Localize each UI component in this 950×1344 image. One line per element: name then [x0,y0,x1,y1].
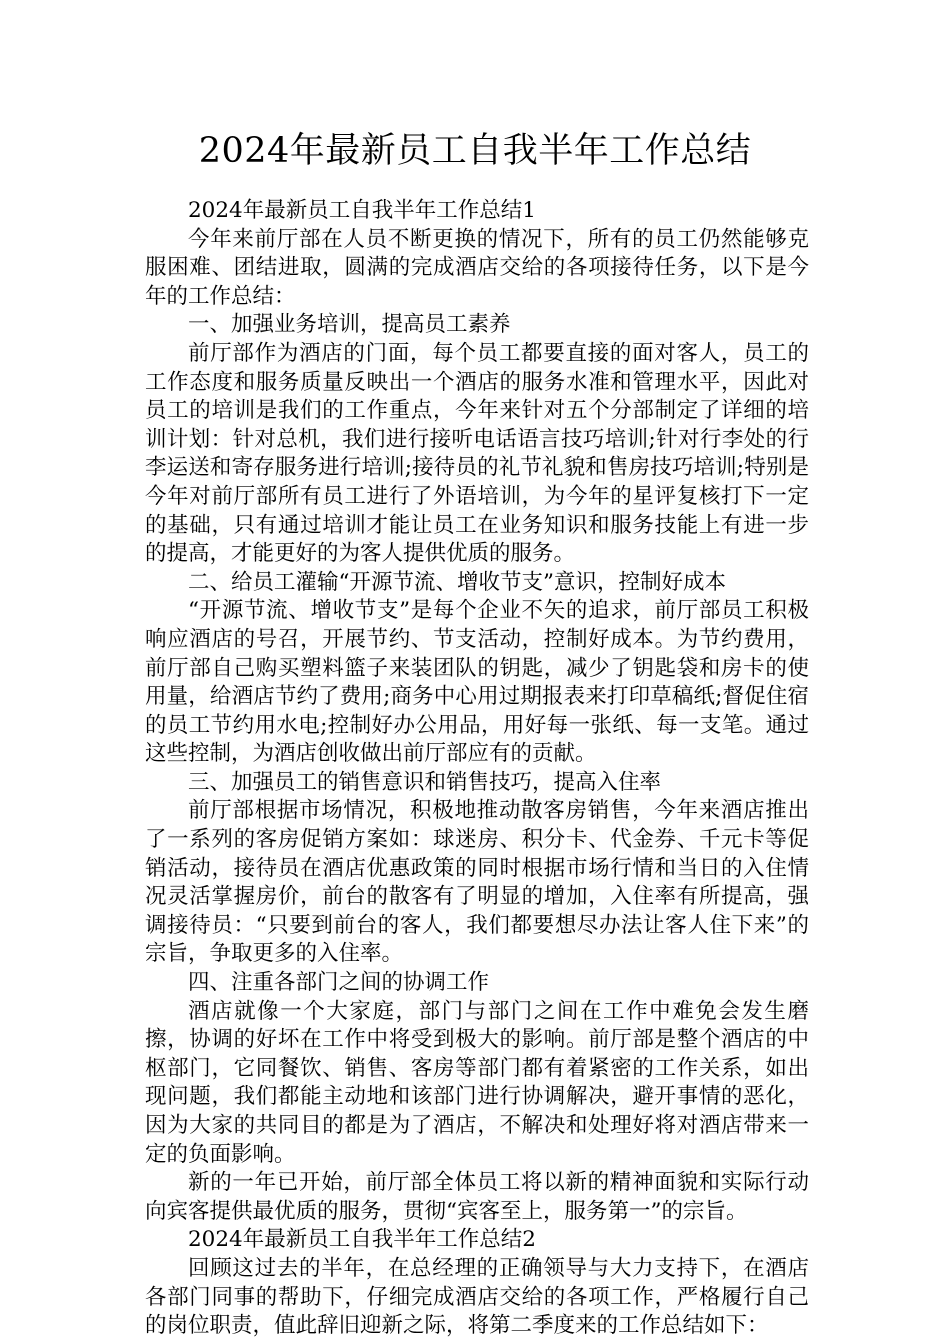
section-heading-cost: 二、给员工灌输“开源节流、增收节支”意识，控制好成本 [188,569,726,595]
document-body [145,197,809,1341]
paragraph-intro: 今年来前厅部在人员不断更换的情况下，所有的员工仍然能够克服困难、团结进取，圆满的完成酒店交给的各项接待任务，以下是今年的工作总结： [145,226,809,309]
paragraph-training: 前厅部作为酒店的门面，每个员工都要直接的面对客人，员工的工作态度和服务质量反映出一个酒店的服务水准和管理水平，因此对员工的培训是我们的工作重点，今年来针对五个分部制定了详细的培训计划：针对总机，我们进行接听电话语言技巧培训;针对行李处的行李运送和寄存服务进行培训;接待员的礼节礼貌和售房技巧培训;特别是今年对前厅部所有员工进行了外语培训，为今年的星评复核打下一定的基础，只有通过培训才能让员工在业务知识和服务技能上有进一步的提高，才能更好的为客人提供优质的服务。 [145,340,809,567]
paragraph-sales: 前厅部根据市场情况，积极地推动散客房销售，今年来酒店推出了一系列的客房促销方案如：球迷房、积分卡、代金券、千元卡等促销活动，接待员在酒店优惠政策的同时根据市场行情和当日的入住情况灵活掌握房价，前台的散客有了明显的增加，入住率有所提高，强调接待员：“只要到前台的客人，我们都要想尽办法让客人住下来”的宗旨，争取更多的入住率。 [145,798,809,967]
paragraph-new-year: 新的一年已开始，前厅部全体员工将以新的精神面貌和实际行动向宾客提供最优质的服务，贯彻“宾客至上，服务第一”的宗旨。 [145,1170,809,1224]
paragraph-cost: “开源节流、增收节支”是每个企业不矢的追求，前厅部员工积极响应酒店的号召，开展节约、节支活动，控制好成本。为节约费用，前厅部自己购买塑料篮子来装团队的钥匙，减少了钥匙袋和房卡的使用量，给酒店节约了费用;商务中心用过期报表来打印草稿纸;督促住宿的员工节约用水电;控制好办公用品，用好每一张纸、每一支笔。通过这些控制，为酒店创收做出前厅部应有的贡献。 [145,598,809,767]
section-heading-sales: 三、加强员工的销售意识和销售技巧，提高入住率 [188,769,662,795]
section-heading-coordination: 四、注重各部门之间的协调工作 [188,970,490,996]
subtitle-summary-2: 2024年最新员工自我半年工作总结2 [188,1227,536,1253]
section-heading-training: 一、加强业务培训，提高员工素养 [188,312,511,338]
paragraph-coordination: 酒店就像一个大家庭，部门与部门之间在工作中难免会发生磨擦，协调的好坏在工作中将受到极大的影响。前厅部是整个酒店的中枢部门，它同餐饮、销售、客房等部门都有着紧密的工作关系，如出现问题，我们都能主动地和该部门进行协调解决，避开事情的恶化，因为大家的共同目的都是为了酒店，不解决和处理好将对酒店带来一定的负面影响。 [145,998,809,1167]
document-title: 2024年最新员工自我半年工作总结 [198,131,752,171]
subtitle-summary-1: 2024年最新员工自我半年工作总结1 [188,198,536,223]
paragraph-review: 回顾这过去的半年，在总经理的正确领导与大力支持下，在酒店各部门同事的帮助下，仔细完成酒店交给的各项工作，严格履行自己的岗位职责，值此辞旧迎新之际，将第二季度来的工作总结如下： [145,1255,809,1339]
